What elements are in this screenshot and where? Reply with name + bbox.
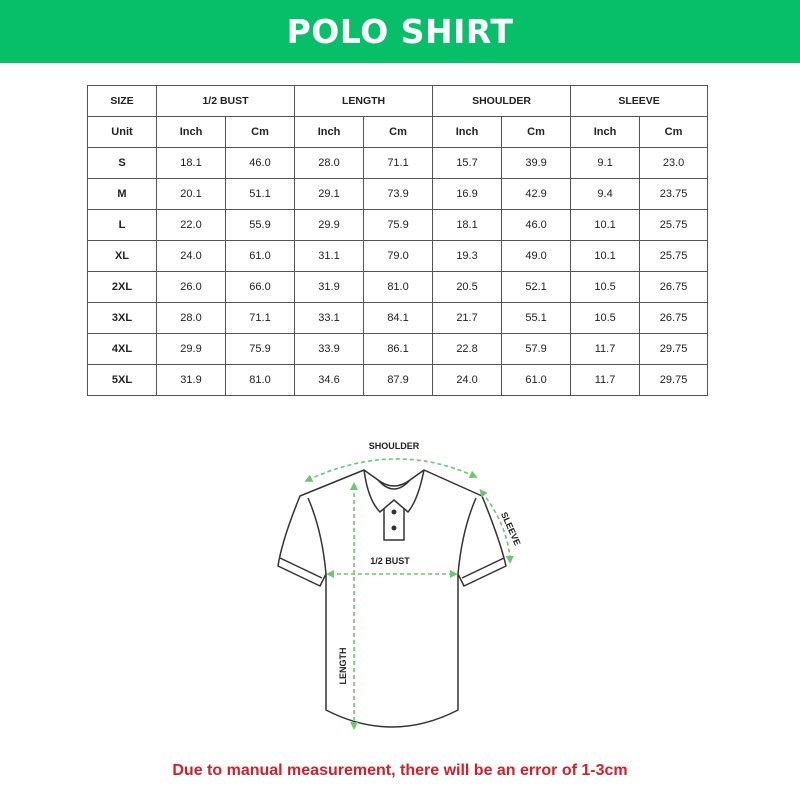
measurement-cell: 29.75 xyxy=(640,334,708,365)
measurement-cell: 28.0 xyxy=(295,148,364,179)
measurement-cell: 24.0 xyxy=(433,365,502,396)
table-row xyxy=(88,179,708,210)
header-length: LENGTH xyxy=(295,86,433,117)
measurement-cell: 61.0 xyxy=(502,365,571,396)
measurement-cell: 73.9 xyxy=(364,179,433,210)
measurement-cell: 61.0 xyxy=(226,241,295,272)
page-title: POLO SHIRT xyxy=(286,12,514,51)
measurement-cell: 29.9 xyxy=(295,210,364,241)
table-row xyxy=(88,365,708,396)
measurement-cell: 31.1 xyxy=(295,241,364,272)
measurement-cell: 16.9 xyxy=(433,179,502,210)
measurement-cell: 26.75 xyxy=(640,303,708,334)
measurement-cell: 79.0 xyxy=(364,241,433,272)
measurement-cell: 31.9 xyxy=(295,272,364,303)
measurement-cell: 42.9 xyxy=(502,179,571,210)
measurement-cell: 52.1 xyxy=(502,272,571,303)
size-cell: 5XL xyxy=(88,365,157,396)
unit-cell: Inch xyxy=(157,117,226,148)
measurement-cell: 87.9 xyxy=(364,365,433,396)
measurement-cell: 15.7 xyxy=(433,148,502,179)
measurement-cell: 24.0 xyxy=(157,241,226,272)
unit-label: Unit xyxy=(88,117,157,148)
shirt-diagram xyxy=(260,430,540,750)
measurement-cell: 55.9 xyxy=(226,210,295,241)
size-cell: 4XL xyxy=(88,334,157,365)
measurement-cell: 75.9 xyxy=(226,334,295,365)
measurement-cell: 25.75 xyxy=(640,241,708,272)
measurement-cell: 10.5 xyxy=(571,272,640,303)
measurement-cell: 81.0 xyxy=(226,365,295,396)
measurement-cell: 26.75 xyxy=(640,272,708,303)
table-row xyxy=(88,334,708,365)
polo-shirt-icon xyxy=(278,470,506,727)
size-cell: L xyxy=(88,210,157,241)
size-cell: 3XL xyxy=(88,303,157,334)
measurement-note: Due to manual measurement, there will be an error of 1-3cm xyxy=(172,762,628,779)
table-row xyxy=(88,303,708,334)
measurement-cell: 81.0 xyxy=(364,272,433,303)
measurement-cell: 86.1 xyxy=(364,334,433,365)
measurement-cell: 29.9 xyxy=(157,334,226,365)
unit-cell: Inch xyxy=(433,117,502,148)
unit-cell: Cm xyxy=(364,117,433,148)
size-cell: S xyxy=(88,148,157,179)
measurement-cell: 39.9 xyxy=(502,148,571,179)
header-bust: 1/2 BUST xyxy=(157,86,295,117)
measurement-cell: 19.3 xyxy=(433,241,502,272)
table-row xyxy=(88,210,708,241)
measurement-cell: 22.8 xyxy=(433,334,502,365)
measurement-cell: 51.1 xyxy=(226,179,295,210)
length-label: LENGTH xyxy=(338,647,348,685)
measurement-cell: 20.5 xyxy=(433,272,502,303)
measurement-cell: 20.1 xyxy=(157,179,226,210)
header-banner xyxy=(0,0,800,63)
measurement-cell: 75.9 xyxy=(364,210,433,241)
measurement-cell: 10.5 xyxy=(571,303,640,334)
measurement-cell: 26.0 xyxy=(157,272,226,303)
table-row xyxy=(88,272,708,303)
measurement-cell: 33.9 xyxy=(295,334,364,365)
size-chart-table xyxy=(87,85,708,396)
measurement-cell: 21.7 xyxy=(433,303,502,334)
measurement-cell: 29.75 xyxy=(640,365,708,396)
size-cell: 2XL xyxy=(88,272,157,303)
size-header: SIZE xyxy=(88,86,157,117)
measurement-cell: 18.1 xyxy=(433,210,502,241)
measurement-cell: 10.1 xyxy=(571,210,640,241)
table-row xyxy=(88,148,708,179)
bust-label: 1/2 BUST xyxy=(370,556,410,566)
measurement-cell: 33.1 xyxy=(295,303,364,334)
table-header-row xyxy=(88,86,708,117)
measurement-cell: 9.1 xyxy=(571,148,640,179)
measurement-cell: 11.7 xyxy=(571,365,640,396)
header-shoulder: SHOULDER xyxy=(433,86,571,117)
measurement-cell: 11.7 xyxy=(571,334,640,365)
measurement-cell: 31.9 xyxy=(157,365,226,396)
size-cell: M xyxy=(88,179,157,210)
measurement-cell: 25.75 xyxy=(640,210,708,241)
measurement-cell: 23.0 xyxy=(640,148,708,179)
measurement-cell: 46.0 xyxy=(226,148,295,179)
measurement-cell: 28.0 xyxy=(157,303,226,334)
header-sleeve: SLEEVE xyxy=(571,86,708,117)
measurement-cell: 66.0 xyxy=(226,272,295,303)
measurement-cell: 71.1 xyxy=(364,148,433,179)
sleeve-label: SLEEVE xyxy=(498,510,523,548)
measurement-cell: 46.0 xyxy=(502,210,571,241)
table-row xyxy=(88,241,708,272)
measurement-cell: 22.0 xyxy=(157,210,226,241)
measurement-cell: 9.4 xyxy=(571,179,640,210)
measurement-cell: 18.1 xyxy=(157,148,226,179)
unit-cell: Inch xyxy=(571,117,640,148)
measurement-cell: 23.75 xyxy=(640,179,708,210)
unit-cell: Inch xyxy=(295,117,364,148)
unit-cell: Cm xyxy=(226,117,295,148)
measurement-cell: 84.1 xyxy=(364,303,433,334)
measurement-cell: 49.0 xyxy=(502,241,571,272)
unit-cell: Cm xyxy=(502,117,571,148)
measurement-cell: 55.1 xyxy=(502,303,571,334)
measurement-cell: 34.6 xyxy=(295,365,364,396)
measurement-cell: 57.9 xyxy=(502,334,571,365)
size-cell: XL xyxy=(88,241,157,272)
measurement-cell: 29.1 xyxy=(295,179,364,210)
shoulder-label: SHOULDER xyxy=(368,441,420,451)
shoulder-arrow xyxy=(308,459,474,480)
unit-row xyxy=(88,117,708,148)
measurement-cell: 71.1 xyxy=(226,303,295,334)
measurement-cell: 10.1 xyxy=(571,241,640,272)
unit-cell: Cm xyxy=(640,117,708,148)
